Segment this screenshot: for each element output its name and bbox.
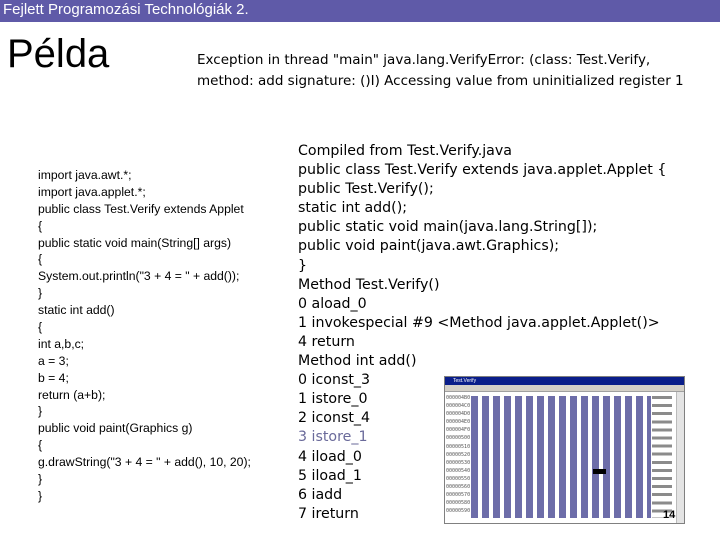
code-line: { xyxy=(38,320,43,335)
header-bar xyxy=(0,0,720,22)
page-title: Példa xyxy=(7,32,110,76)
bytecode-line: static int add(); xyxy=(298,200,408,217)
code-line: { xyxy=(38,218,43,233)
bytecode-line: public static void main(java.lang.String[]); xyxy=(298,219,598,236)
hex-address: 00000510 xyxy=(446,443,471,450)
bytecode-line: Compiled from Test.Verify.java xyxy=(298,143,512,159)
code-line: System.out.println("3 + 4 = " + add()); xyxy=(38,269,240,284)
header-title: Fejlett Programozási Technológiák 2. xyxy=(3,1,249,18)
bytecode-line: 4 iload_0 xyxy=(298,448,362,465)
bytecode-line: 0 iconst_3 xyxy=(298,372,371,389)
hex-address: 000004D0 xyxy=(446,411,471,418)
code-line: b = 4; xyxy=(38,370,69,385)
code-line: } xyxy=(38,472,43,487)
hex-address: 000004F0 xyxy=(446,427,471,434)
code-line: } xyxy=(38,404,43,419)
bytecode-line: Method int add() xyxy=(298,353,417,370)
exception-line: Exception in thread "main" java.lang.VerifyError: (class: Test.Verify, xyxy=(197,52,651,68)
bytecode-line: 5 iload_1 xyxy=(298,467,362,484)
bytecode-line-highlighted: 3 istore_1 xyxy=(298,429,368,446)
hex-address: 00000530 xyxy=(446,459,471,466)
code-line: { xyxy=(38,438,43,453)
bytecode-line: 7 ireturn xyxy=(298,505,359,522)
hex-address: 000004E0 xyxy=(446,419,471,426)
code-line: public void paint(Graphics g) xyxy=(38,421,193,436)
hex-ascii-column xyxy=(652,396,672,518)
hex-bytes-grid xyxy=(471,396,651,518)
code-line: int a,b,c; xyxy=(38,336,85,351)
code-line: } xyxy=(38,286,43,301)
hex-editor-titlebar xyxy=(445,377,684,385)
source-code-block xyxy=(38,167,251,505)
hex-address-column xyxy=(446,394,471,515)
code-line: import java.applet.*; xyxy=(38,184,146,199)
bytecode-line: 0 aload_0 xyxy=(298,295,367,312)
hex-address: 000004C0 xyxy=(446,403,471,410)
bytecode-line: 2 iconst_4 xyxy=(298,410,371,427)
bytecode-line: public class Test.Verify extends java.applet.Applet { xyxy=(298,162,667,179)
code-line: return (a+b); xyxy=(38,387,106,402)
code-line: g.drawString("3 + 4 = " + add(), 10, 20); xyxy=(38,455,251,470)
hex-address: 00000540 xyxy=(446,467,471,474)
code-line: a = 3; xyxy=(38,353,69,368)
hex-address: 00000590 xyxy=(446,508,471,515)
hex-address: 000004B0 xyxy=(446,395,471,401)
bytecode-line: Method Test.Verify() xyxy=(298,276,440,293)
hex-address: 00000500 xyxy=(446,435,471,442)
bytecode-line: public void paint(java.awt.Graphics); xyxy=(298,238,560,255)
hex-scrollbar xyxy=(676,392,684,523)
bytecode-line: 1 istore_0 xyxy=(298,391,368,408)
hex-editor-menubar xyxy=(445,385,684,392)
hex-editor-screenshot xyxy=(444,376,685,524)
hex-editor-title: Test.Verify xyxy=(453,378,477,384)
hex-address: 00000520 xyxy=(446,451,471,458)
code-line: static int add() xyxy=(38,303,115,318)
bytecode-line: 4 return xyxy=(298,333,355,350)
code-line: { xyxy=(38,252,43,267)
slide-number: 14 xyxy=(663,509,676,521)
code-line: import java.awt.*; xyxy=(38,168,132,182)
exception-message xyxy=(197,50,717,92)
hex-address: 00000550 xyxy=(446,475,471,482)
bytecode-line: 1 invokespecial #9 <Method java.applet.Applet()> xyxy=(298,314,660,331)
hex-selection-highlight xyxy=(593,469,606,474)
bytecode-line: public Test.Verify(); xyxy=(298,181,434,198)
hex-address: 00000570 xyxy=(446,492,471,499)
bytecode-line: 6 iadd xyxy=(298,486,343,503)
bytecode-line: } xyxy=(298,257,308,274)
code-line: public class Test.Verify extends Applet xyxy=(38,201,244,216)
code-line: public static void main(String[] args) xyxy=(38,235,232,250)
exception-line: method: add signature: ()I) Accessing value from uninitialized register 1 xyxy=(197,73,684,89)
hex-address: 00000560 xyxy=(446,484,471,491)
hex-editor-body xyxy=(445,392,684,523)
code-line: } xyxy=(38,488,43,503)
hex-address: 00000580 xyxy=(446,500,471,507)
